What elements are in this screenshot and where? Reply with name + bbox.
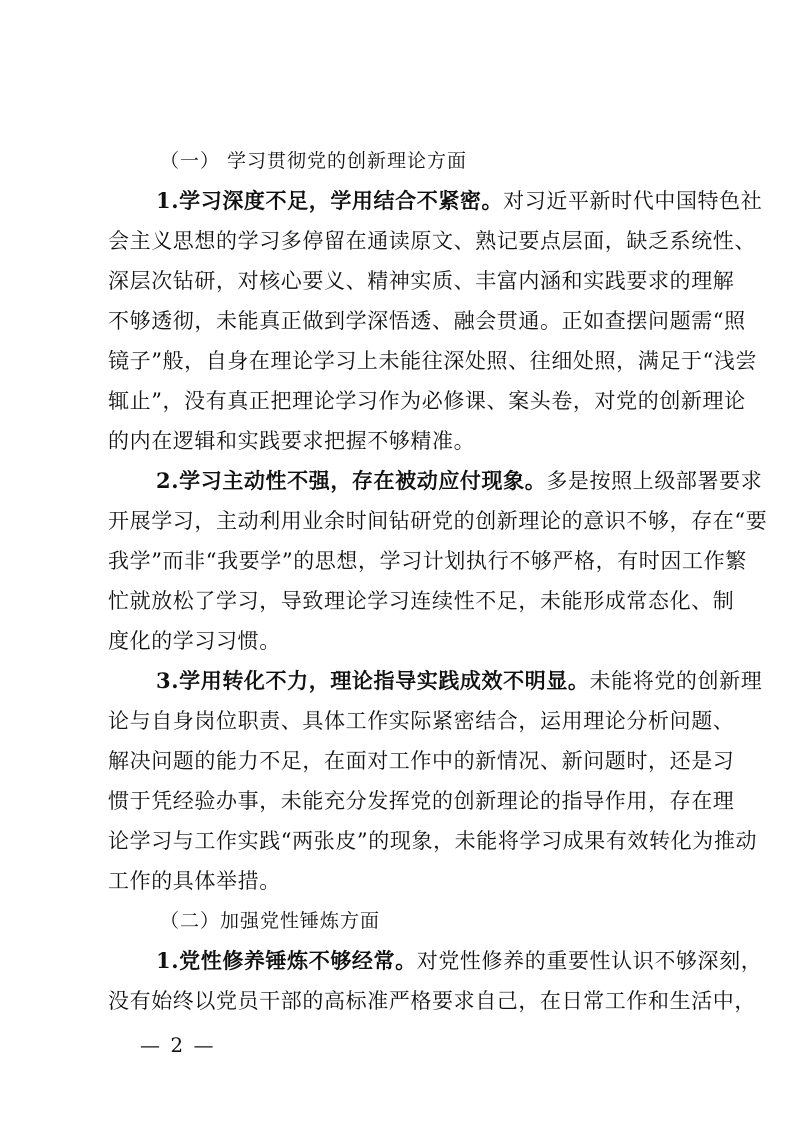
section-heading-2: （二）加强党性锤炼方面 bbox=[160, 910, 381, 932]
item-title: .学习深度不足，学用结合不紧密。 bbox=[171, 188, 504, 213]
page-number: — 2 — bbox=[140, 1033, 216, 1057]
item-number: 2 bbox=[156, 468, 172, 493]
paragraph-3-line-2: 论与自身岗位职责、具体工作实际紧密结合，运用理论分析问题、 bbox=[108, 709, 735, 733]
item-title: .学用转化不力，理论指导实践成效不明显。 bbox=[171, 668, 590, 693]
paragraph-1-line-1 bbox=[156, 186, 763, 216]
paragraph-1-line-5: 镜子”般，自身在理论学习上未能往深处照、往细处照，满足于“浅尝 bbox=[108, 349, 758, 373]
paragraph-1-line-2: 会主义思想的学习多停留在通读原文、熟记要点层面，缺乏系统性、 bbox=[108, 229, 756, 253]
section-heading-1: （一） 学习贯彻党的创新理论方面 bbox=[160, 150, 468, 172]
paragraph-3-line-4: 惯于凭经验办事，未能充分发挥党的创新理论的指导作用，存在理 bbox=[108, 789, 735, 813]
paragraph-1-line-7: 的内在逻辑和实践要求把握不够精准。 bbox=[108, 429, 476, 453]
paragraph-2-line-3: 我学”而非“我要学”的思想，学习计划执行不够严格，有时因工作繁 bbox=[108, 549, 747, 573]
item-number: 1 bbox=[156, 948, 172, 973]
item-text: 对习近平新时代中国特色社 bbox=[503, 189, 763, 213]
item-title: .党性修养锤炼不够经常。 bbox=[171, 948, 417, 973]
paragraph-3-line-1 bbox=[156, 666, 763, 696]
paragraph-2-line-4: 忙就放松了学习，导致理论学习连续性不足，未能形成常态化、制 bbox=[108, 589, 735, 613]
paragraph-2-line-5: 度化的学习习惯。 bbox=[108, 629, 281, 653]
paragraph-2-line-1 bbox=[156, 466, 763, 496]
item-text: 对党性修养的重要性认识不够深刻， bbox=[416, 949, 763, 973]
paragraph-3-line-5: 论学习与工作实践“两张皮”的现象，未能将学习成果有效转化为推动 bbox=[108, 829, 758, 853]
item-number: 1 bbox=[156, 188, 172, 213]
paragraph-1-line-3: 深层次钻研，对核心要义、精神实质、丰富内涵和实践要求的理解 bbox=[108, 269, 735, 293]
paragraph-2-line-2: 开展学习，主动利用业余时间钻研党的创新理论的意识不够，存在“要 bbox=[108, 509, 768, 533]
paragraph-3-line-3: 解决问题的能力不足，在面对工作中的新情况、新问题时，还是习 bbox=[108, 749, 735, 773]
paragraph-4-line-2: 没有始终以党员干部的高标准严格要求自己，在日常工作和生活中， bbox=[108, 989, 756, 1013]
item-text: 未能将党的创新理 bbox=[589, 669, 763, 693]
item-title: .学习主动性不强，存在被动应付现象。 bbox=[171, 468, 547, 493]
item-text: 多是按照上级部署要求 bbox=[546, 469, 763, 493]
paragraph-4-line-1 bbox=[156, 946, 763, 976]
paragraph-1-line-6: 辄止”，没有真正把理论学习作为必修课、案头卷，对党的创新理论 bbox=[108, 389, 746, 413]
paragraph-1-line-4: 不够透彻，未能真正做到学深悟透、融会贯通。正如查摆问题需“照 bbox=[108, 309, 746, 333]
item-number: 3 bbox=[156, 668, 172, 693]
paragraph-3-line-6: 工作的具体举措。 bbox=[108, 869, 281, 893]
